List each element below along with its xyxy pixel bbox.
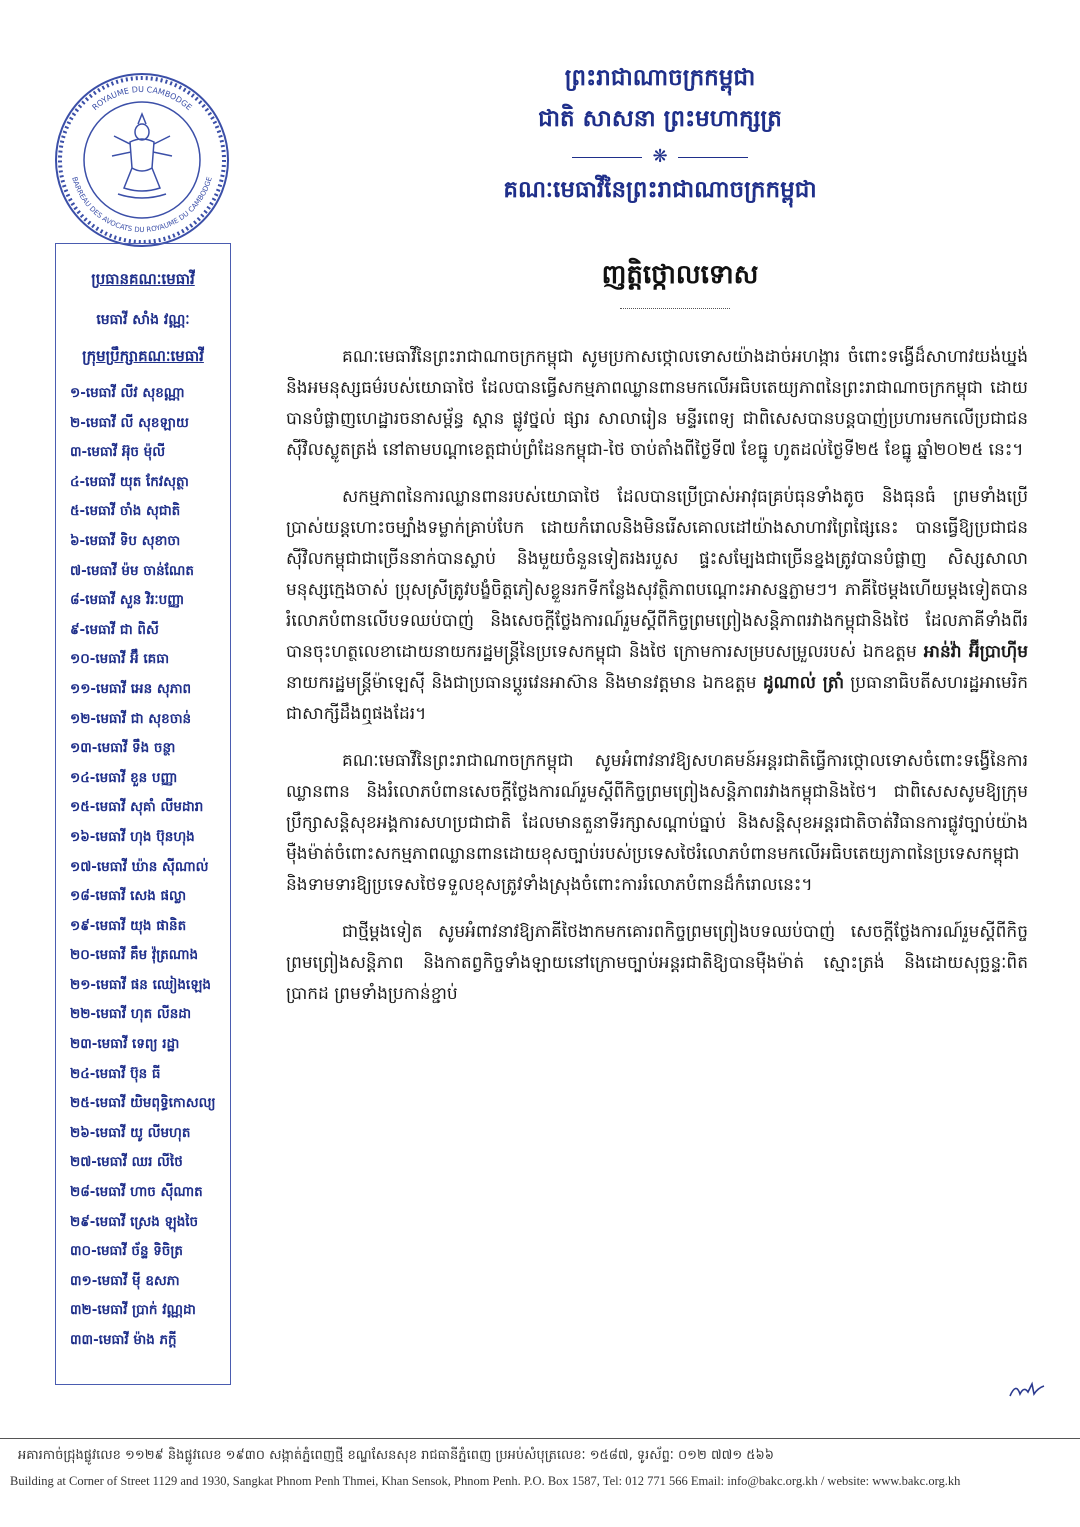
letterhead	[400, 62, 920, 215]
footer-address-english: Building at Corner of Street 1129 and 1930, Sangkat Phnom Penh Thmei, Khan Sensok, Phnom Penh. P.O. Box 1587, Tel: 012 771 566 Email: info@bakc.org.kh / website: www.bakc.org.kh	[10, 1474, 961, 1488]
council-sidebar	[55, 243, 231, 1385]
paragraph-1	[286, 342, 1028, 466]
paragraph-3	[286, 746, 1028, 901]
document-title: ញត្តិថ្កោលទោស	[601, 260, 759, 290]
footer-address-khmer: អគារកាច់ជ្រុងផ្លូវលេខ ១១២៩ និងផ្លូវលេខ ១៩៣០ សង្កាត់ភ្នំពេញថ្មី ខណ្ឌសែនសុខ រាជធានីភ្នំពេញ ប្រអប់សំបុត្រលេខៈ ១៥៨៧, ទូរស័ព្ទៈ ០១២ ៧៧១ ៥៦៦	[18, 1448, 774, 1463]
council-member: ១៨-មេធាវី សេង ផល្លា	[70, 888, 187, 905]
seal-top-text: ROYAUME DU CAMBODGE	[90, 84, 194, 113]
council-member: ១៩-មេធាវី យុង ផានិត	[70, 917, 187, 934]
council-member: ២៣-មេធាវី ទេព្យ រដ្ឋា	[70, 1036, 180, 1053]
council-member: ២៦-មេធាវី យូ លីមហុត	[70, 1124, 191, 1141]
deity-figure-icon	[112, 114, 172, 198]
paragraph-4	[286, 917, 1028, 1010]
paragraph-4-text: ជាថ្មីម្តងទៀត សូមអំពាវនាវឱ្យភាគីថៃងាកមកគោរពកិច្ចព្រមព្រៀងបទឈប់បាញ់ សេចក្តីថ្លែងការណ៍រួមស្តីពីកិច្ចព្រមព្រៀងសន្តិភាព និងកាតព្វកិច្ចទាំងឡាយនៅក្រោមច្បាប់អន្តរជាតិឱ្យបានម៉ឺងម៉ាត់ ស្មោះត្រង់ និងដោយសុច្ឆន្ទៈពិតប្រាកដ ព្រមទាំងប្រកាន់ខ្ជាប់	[286, 922, 1028, 1004]
paragraph-2-text-a: សកម្មភាពនៃការឈ្លានពានរបស់យោធាថៃ ដែលបានប្រើប្រាស់អាវុធគ្រប់ធុនទាំងតូច និងធុនធំ ព្រមទាំងប្រើប្រាស់យន្តហោះចម្បាំងទម្លាក់គ្រាប់បែក ដោយកំរោលនិងមិនរើសគោលដៅយ៉ាងសាហាវព្រៃផ្សៃនេះ បានធ្វើឱ្យប្រជាជនស៊ីវិលកម្ពុជាជាច្រើននាក់បានស្លាប់ និងមួយចំនួនទៀតរងរបួស ផ្ទះសម្បែងជាច្រើនខ្នងត្រូវបានបំផ្លាញ សិស្សសាលា មនុស្សក្មេងចាស់ ប្រុសស្រីត្រូវបង្ខំចិត្តភៀសខ្លួនរកទីកន្លែងសុវត្ថិភាពបណ្តោះអាសន្នភ្លាមៗ។ ភាគីថៃម្តងហើយម្តងទៀតបានរំលោភបំពានលើបទឈប់បាញ់ និងសេចក្តីថ្លែងការណ៍រួមស្តីពីកិច្ចព្រមព្រៀងសន្តិភាពរវាងកម្ពុជានិងថៃ ដែលភាគីទាំងពីរបានចុះហត្ថលេខាដោយនាយករដ្ឋមន្ត្រីនៃប្រទេសកម្ពុជា និងថៃ ក្រោមការសម្របសម្រួលរបស់ ឯកឧត្តម	[286, 487, 1028, 662]
paragraph-2	[286, 482, 1028, 730]
council-member: ១-មេធាវី លីវ សុខណ្ណា	[70, 385, 185, 401]
council-heading: ក្រុមប្រឹក្សាគណៈមេធាវី	[82, 347, 204, 365]
council-member: ២៧-មេធាវី ឈរ លីថៃ	[70, 1154, 183, 1171]
seal-bottom-text: BARREAU DES AVOCATS DU ROYAUME DU CAMBODGE	[70, 175, 214, 235]
paragraph-2-text-b: នាយករដ្ឋមន្ត្រីម៉ាឡេស៊ី និងជាប្រធានប្តូរវេនអាស៊ាន និងមានវត្តមាន ឯកឧត្តម	[286, 673, 763, 693]
council-member: ២៨-មេធាវី ហាច ស៊ីណាត	[70, 1184, 203, 1201]
council-member: ៩-មេធាវី ជា ពិសី	[70, 621, 159, 638]
council-member: ៨-មេធាវី សួន វិរៈបញ្ញា	[70, 592, 185, 609]
header-ornament: ❋	[400, 144, 920, 170]
council-member: ៣០-មេធាវី ច័ន្ទ ទិចិត្រ	[70, 1243, 183, 1260]
council-member: ១៣-មេធាវី ទឹង ចន្ថា	[70, 740, 176, 757]
council-member: ៣-មេធាវី អ៊ុច ម៉ុលី	[70, 444, 166, 461]
council-member: ១០-មេធាវី អ៊ឹ គេធា	[70, 651, 170, 668]
us-president-name: ដូណាល់ ត្រាំ	[762, 673, 845, 693]
council-member-list	[56, 379, 230, 1356]
paragraph-2-text-c: ប្រធានាធិបតីសហរដ្ឋអាមេរិក ជាសាក្សីដឹងឮផងដែរ។	[286, 673, 1029, 724]
council-member: ២៤-មេធាវី ប៊ុន ធី	[70, 1065, 161, 1082]
council-member: ១៧-មេធាវី ឃ៉ាន ស៊ីណាល់	[70, 858, 209, 875]
council-member: ១២-មេធាវី ជា សុខចាន់	[70, 710, 192, 727]
svg-text:ROYAUME DU CAMBODGE	[91, 85, 194, 112]
initials-signature	[1008, 1378, 1046, 1400]
president-name: មេធាវី សាំង វណ្ណៈ	[96, 312, 190, 328]
council-member: ៣១-មេធាវី ម៉ី ឧសភា	[70, 1272, 180, 1289]
document-body	[286, 342, 1028, 1026]
council-member: ៤-មេធាវី យុត កែវសុត្ថា	[70, 473, 189, 490]
national-motto: ជាតិ សាសនា ព្រះមហាក្សត្រ	[538, 106, 782, 132]
council-member: ២២-មេធាវី ហុត លីនដា	[70, 1006, 192, 1023]
president-heading: ប្រធានគណៈមេធាវី	[91, 270, 195, 288]
council-member: ១៥-មេធាវី សុគាំ លីមដារា	[70, 799, 204, 816]
council-member: ៧-មេធាវី ម៉ម ចាន់ណែត	[70, 562, 194, 579]
bar-association-seal	[52, 70, 232, 250]
paragraph-3-text: គណៈមេធាវីនៃព្រះរាជាណាចក្រកម្ពុជា សូមអំពាវនាវឱ្យសហគមន៍អន្តរជាតិធ្វើការថ្កោលទោសចំពោះទង្វើនៃការឈ្លានពាន និងរំលោភបំពានសេចក្តីថ្លែងការណ៍រួមស្តីពីកិច្ចព្រមព្រៀងសន្តិភាពរវាងកម្ពុជានិងថៃ។ ជាពិសេសសូមឱ្យក្រុមប្រឹក្សាសន្តិសុខអង្គការសហប្រជាជាតិ ដែលមានតួនាទីរក្សាសណ្តាប់ធ្នាប់ និងសន្តិសុខអន្តរជាតិចាត់វិធានការផ្លូវច្បាប់យ៉ាងម៉ឺងម៉ាត់ចំពោះសកម្មភាពឈ្លានពានដោយខុសច្បាប់របស់ប្រទេសថៃរំលោភបំពានមកលើអធិបតេយ្យភាពនៃប្រទេសកម្ពុជា និងទាមទារឱ្យប្រទេសថៃទទួលខុសត្រូវទាំងស្រុងចំពោះការរំលោភបំពានដ៏កំរោលនេះ។	[286, 751, 1028, 895]
council-member: ២០-មេធាវី គឹម វ៉ុត្រណាង	[70, 947, 199, 964]
council-member: ៣៣-មេធាវី ម៉ាង ភក្ដី	[70, 1332, 177, 1348]
page-footer	[0, 1438, 1080, 1489]
council-member: ៥-មេធាវី ចាំង សុជាតិ	[70, 503, 181, 520]
kingdom-title: ព្រះរាជាណាចក្រកម្ពុជា	[564, 65, 756, 91]
council-member: ១៤-មេធាវី ខួន បញ្ញា	[70, 769, 178, 786]
council-member: ២៩-មេធាវី ស្រេង ឡុងចៃ	[70, 1213, 199, 1230]
paragraph-1-text: គណៈមេធាវីនៃព្រះរាជាណាចក្រកម្ពុជា សូមប្រកាសថ្កោលទោសយ៉ាងដាច់អហង្ការ ចំពោះទង្វើដ៏សាហាវយង់ឃ្នង់ និងអមនុស្សធម៌របស់យោធាថៃ ដែលបានធ្វើសកម្មភាពឈ្លានពានមកលើអធិបតេយ្យភាពនៃព្រះរាជាណាចក្រកម្ពុជា ដោយបានបំផ្លាញហេដ្ឋារចនាសម្ព័ន្ធ ស្ពាន ផ្លូវថ្នល់ ផ្សារ សាលារៀន មន្ទីរពេទ្យ ជាពិសេសបានបន្តបាញ់ប្រហារមកលើប្រជាជនស៊ីវិលស្លូតត្រង់ នៅតាមបណ្តាខេត្តជាប់ព្រំដែនកម្ពុជា-ថៃ ចាប់តាំងពីថ្ងៃទី៧ ខែធ្នូ ហូតដល់ថ្ងៃទី២៥ ខែធ្នូ ឆ្នាំ២០២៥ នេះ។	[286, 347, 1028, 460]
council-member: ៣២-មេធាវី ប្រាក់ វណ្ណដា	[70, 1302, 196, 1319]
bar-association-name: គណៈមេធាវីនៃព្រះរាជាណាចក្រកម្ពុជា	[503, 177, 817, 203]
council-member: ២១-មេធាវី ផន ឈៀងឡេង	[70, 976, 211, 993]
council-member: ២៥-មេធាវី យិមពុទ្ធិកោសល្យ	[70, 1095, 216, 1112]
council-member: ១៦-មេធាវី ហុង ប៊ុនហុង	[70, 828, 195, 845]
council-member: ២-មេធាវី លី សុខឡាយ	[70, 414, 189, 431]
malaysia-pm-name: អាន់វ៉ា អ៊ីប្រាហ៊ីម	[923, 642, 1028, 662]
council-member: ៦-មេធាវី ទិប សុខាចា	[70, 532, 181, 549]
council-member: ១១-មេធាវី អេន សុភាព	[70, 680, 192, 697]
svg-text:BARREAU DES AVOCATS DU ROYAUME	[70, 176, 214, 234]
title-ornament	[620, 308, 730, 309]
